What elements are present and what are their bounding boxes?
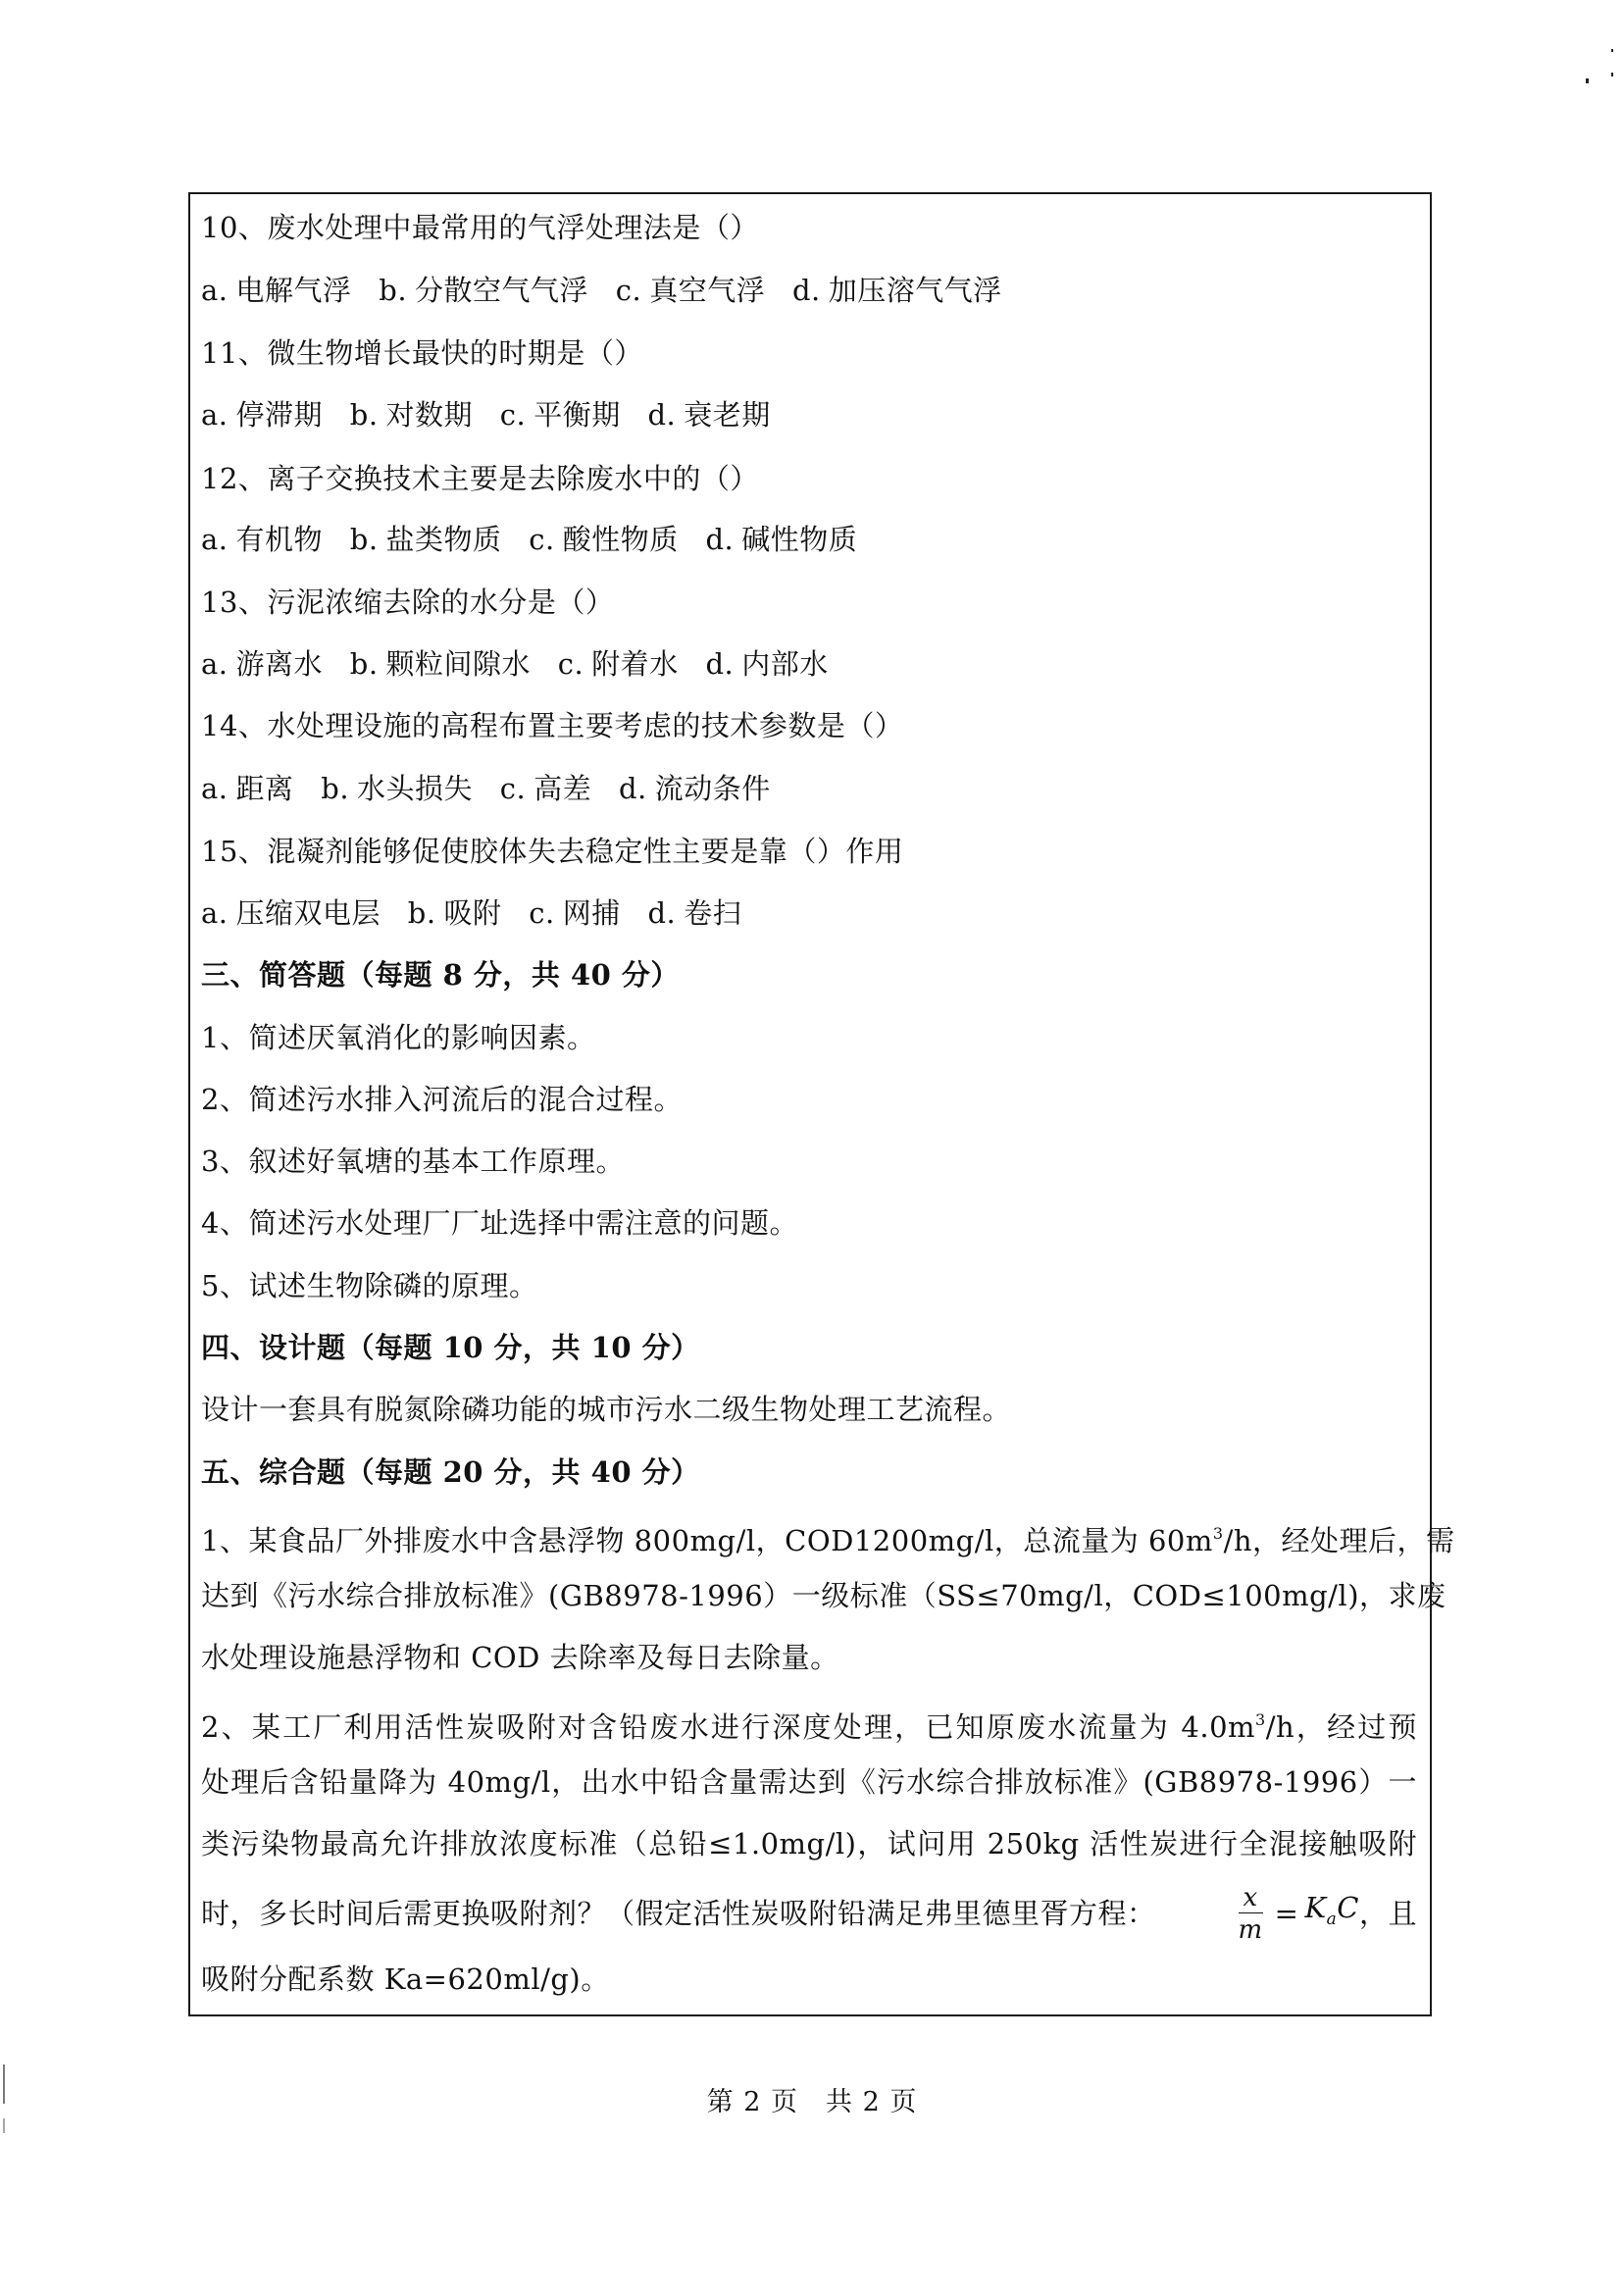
- scan-speck: [1611, 49, 1613, 52]
- comprehensive-question-2-line-1: 2、某工厂利用活性炭吸附对含铅废水进行深度处理，已知原废水流量为 $4.0m^3/h$，经过预: [201, 1710, 1417, 1744]
- scan-speck: [3, 2118, 5, 2133]
- short-answer-question: 3、叙述好氧塘的基本工作原理。: [201, 1145, 625, 1178]
- comprehensive-question-2-line-5: 吸附分配系数 Ka=620ml/g)。: [201, 1962, 610, 1996]
- question-12-stem: 12、离子交换技术主要是去除废水中的（）: [201, 462, 759, 495]
- comprehensive-question-1-line-3: 水处理设施悬浮物和 COD 去除率及每日去除量。: [201, 1641, 839, 1674]
- option-a: a. 电解气浮: [201, 274, 352, 307]
- option-a: a. 停滞期: [201, 398, 324, 432]
- section-three-heading: 三、简答题（每题 8 分，共 40 分）: [201, 958, 680, 992]
- short-answer-question: 2、简述污水排入河流后的混合过程。: [201, 1083, 683, 1116]
- comprehensive-question-2-line-2: 处理后含铅量降为 40mg/l，出水中铅含量需达到《污水综合排放标准》(GB8978-1996）一: [201, 1765, 1417, 1799]
- option-d: d. 流动条件: [618, 772, 771, 805]
- option-d: d. 卷扫: [647, 896, 742, 930]
- question-15-stem: 15、混凝剂能够促使胶体失去稳定性主要是靠（）作用: [201, 835, 904, 868]
- question-12-options: [201, 522, 875, 557]
- fraction-x-over-m: $\frac{x}{m}$: [1238, 1882, 1263, 1945]
- option-a: a. 压缩双电层: [201, 896, 381, 930]
- short-answer-question: 1、简述厌氧消化的影响因素。: [201, 1021, 596, 1054]
- design-question: 设计一套具有脱氮除磷功能的城市污水二级生物处理工艺流程。: [201, 1393, 1012, 1426]
- option-d: d. 加压溶气气浮: [791, 274, 1002, 307]
- option-c: c. 平衡期: [499, 398, 621, 432]
- question-14-stem: 14、水处理设施的高程布置主要考虑的技术参数是（）: [201, 709, 904, 742]
- option-c: c. 真空气浮: [615, 274, 766, 307]
- page-footer: [0, 2080, 1624, 2118]
- option-b: b. 对数期: [349, 398, 474, 432]
- question-13-options: [201, 646, 846, 682]
- question-15-options: [201, 895, 759, 931]
- option-b: b. 颗粒间隙水: [349, 647, 532, 681]
- question-10-options: [201, 273, 1020, 308]
- option-c: c. 酸性物质: [529, 523, 679, 556]
- scan-speck: [1611, 73, 1613, 76]
- option-d: d. 碱性物质: [705, 523, 858, 556]
- question-14-options: [201, 771, 788, 806]
- comprehensive-question-1-line-2: 达到《污水综合排放标准》(GB8978-1996）一级标准（SS≤70mg/l，COD≤100mg/l)，求废: [201, 1579, 1446, 1612]
- option-a: a. 游离水: [201, 647, 324, 681]
- option-a: a. 距离: [201, 772, 294, 805]
- question-11-stem: 11、微生物增长最快的时期是（）: [201, 336, 643, 370]
- scan-speck: [1586, 78, 1589, 83]
- option-c: c. 高差: [499, 772, 592, 805]
- question-11-options: [201, 397, 788, 433]
- question-13-stem: 13、污泥浓缩去除的水分是（）: [201, 586, 615, 619]
- current-page-label: 第 2 页: [706, 2087, 798, 2117]
- comprehensive-question-2-line-3: 类污染物最高允许排放浓度标准（总铅≤1.0mg/l)，试问用 250kg 活性炭进行全混接触吸附: [201, 1827, 1417, 1860]
- option-b: b. 吸附: [407, 896, 502, 930]
- section-four-heading: 四、设计题（每题 10 分，共 10 分）: [201, 1331, 700, 1364]
- short-answer-question: 5、试述生物除磷的原理。: [201, 1269, 538, 1302]
- option-d: d. 衰老期: [647, 398, 771, 432]
- option-a: a. 有机物: [201, 523, 324, 556]
- total-pages-label: 共 2 页: [826, 2087, 918, 2117]
- option-b: b. 分散空气气浮: [379, 274, 589, 307]
- option-c: c. 网捕: [529, 896, 621, 930]
- comprehensive-question-1-line-1: 1、某食品厂外排废水中含悬浮物 800mg/l，COD1200mg/l，总流量为 $60m^3/h$，经处理后，需: [201, 1524, 1455, 1557]
- section-five-heading: 五、综合题（每题 20 分，共 40 分）: [201, 1455, 700, 1489]
- option-d: d. 内部水: [705, 647, 829, 681]
- comprehensive-question-2-line-4: 时，多长时间后需更换吸附剂？（假定活性炭吸附铅满足弗里德里胥方程： $\frac{x}{m}$ = $K_aC$ ，且: [201, 1882, 1417, 1945]
- freundlich-formula: $\frac{x}{m}$ = $K_aC$ ，且: [1238, 1882, 1417, 1945]
- option-b: b. 盐类物质: [349, 523, 502, 556]
- option-c: c. 附着水: [557, 647, 679, 681]
- option-b: b. 水头损失: [321, 772, 474, 805]
- short-answer-question: 4、简述污水处理厂厂址选择中需注意的问题。: [201, 1206, 798, 1240]
- question-10-stem: 10、废水处理中最常用的气浮处理法是（）: [201, 211, 759, 244]
